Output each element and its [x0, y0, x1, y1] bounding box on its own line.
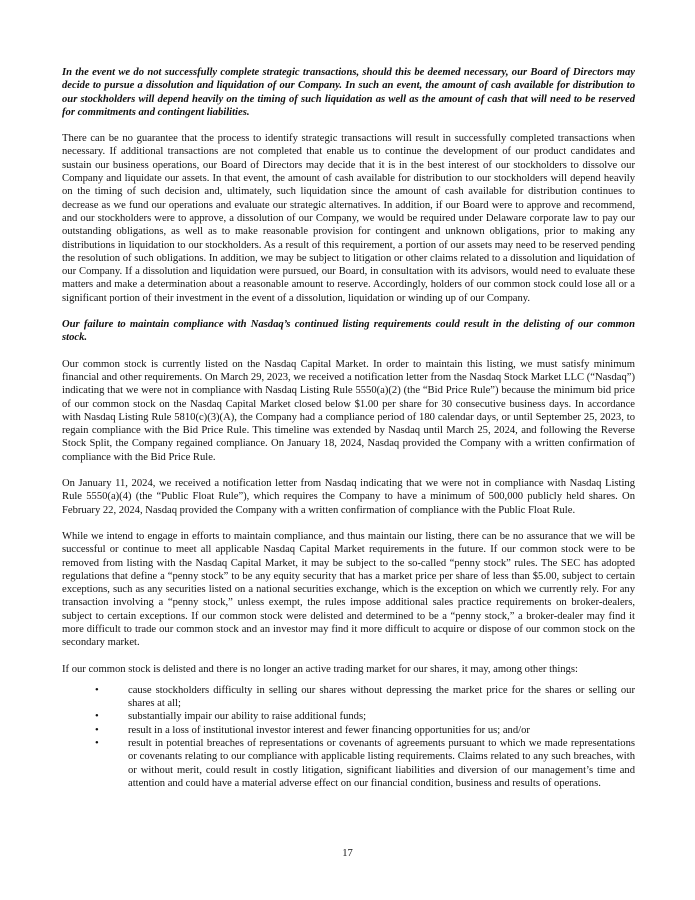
document-page	[62, 66, 635, 790]
paragraph-dissolution: There can be no guarantee that the process to identify strategic transactions will result in successfully completed transactions when necessary. If additional transactions are not completed that enable us to continue the development of our product candidates and sustain our business operations, our Board of Directors may decide that it is in the best interest of our stockholders to dissolve our Company and liquidate our assets. In that event, the amount of cash available for distribution to our stockholders will depend heavily on the timing of such decision and, ultimately, such liquidation since the amount of cash available for distribution continues to decrease as we fund our operations and evaluate our strategic alternatives. In addition, if our Board were to approve and recommend, and our stockholders were to approve, a dissolution of our Company, we would be required under Delaware corporate law to pay our outstanding obligations, as well as to make reasonable provision for contingent and unknown obligations, prior to making any distributions in liquidation to our stockholders. As a result of this requirement, a portion of our assets may need to be reserved pending the resolution of such obligations. In addition, we may be subject to litigation or other claims related to a dissolution and liquidation of our Company. If a dissolution and liquidation were pursued, our Board, in consultation with its advisors, would need to evaluate these matters and make a determination about a reasonable amount to reserve. Accordingly, holders of our common stock could lose all or a significant portion of their investment in the event of a dissolution, liquidation or winding up of our Company.	[62, 133, 635, 304]
paragraph-delisting-intro: If our common stock is delisted and there is no longer an active trading market for our shares, it may, among other things:	[62, 663, 578, 675]
list-item-text: substantially impair our ability to raise additional funds;	[128, 711, 367, 723]
list-item-text: result in potential breaches of representations or covenants of agreements pursuant to which we made representations or covenants relating to our compliance with applicable listing requirements. Claims related to any such breaches, with or without merit, could result in costly litigation, significant liabilities and diversion of our management’s time and attention and could have a material adverse effect on our financial condition, business and results of operations.	[128, 738, 635, 789]
bullet-icon: •	[95, 711, 99, 723]
section-heading-dissolution: In the event we do not successfully complete strategic transactions, should this be deemed necessary, our Board of Directors may decide to pursue a dissolution and liquidation of our Company. In such an event, the amount of cash available for distribution to our stockholders will depend heavily on the timing of such liquidation as well as the amount of cash that will need to be reserved for commitments and contingent liabilities.	[62, 67, 635, 118]
paragraph-public-float: On January 11, 2024, we received a notification letter from Nasdaq indicating that we were not in compliance with Nasdaq Listing Rule 5550(a)(4) (the “Public Float Rule”), which requires the Company to have a minimum of 500,000 publicly held shares. On February 22, 2024, Nasdaq provided the Company with a written confirmation of compliance with the Public Float Rule.	[62, 478, 635, 516]
bullet-icon: •	[95, 724, 99, 736]
bullet-icon: •	[95, 684, 99, 696]
section-heading-nasdaq: Our failure to maintain compliance with Nasdaq’s continued listing requirements could result in the delisting of our common stock.	[62, 319, 635, 344]
page-number: 17	[342, 848, 353, 859]
list-item	[62, 710, 635, 723]
paragraph-bid-price: Our common stock is currently listed on the Nasdaq Capital Market. In order to maintain this listing, we must satisfy minimum financial and other requirements. On March 29, 2023, we received a notification letter from the Nasdaq Stock Market LLC (“Nasdaq”) indicating that we were not in compliance with Nasdaq Listing Rule 5550(a)(2) (the “Bid Price Rule”) because the minimum bid price of our common stock on the Nasdaq Capital Market closed below $1.00 per share for 30 consecutive business days. In accordance with Nasdaq Listing Rule 5810(c)(3)(A), the Company had a compliance period of 180 calendar days, or until September 25, 2023, to regain compliance with the Bid Price Rule. This timeline was extended by Nasdaq until March 25, 2024, and following the Reverse Stock Split, the Company regained compliance. On January 18, 2024, Nasdaq provided the Company with a written confirmation of compliance with the Bid Price Rule.	[62, 358, 635, 463]
list-item-text: result in a loss of institutional investor interest and fewer financing opportunities for us; and/or	[128, 724, 530, 736]
consequences-list	[62, 684, 635, 790]
list-item-text: cause stockholders difficulty in selling our shares without depressing the market price for the shares or selling our shares at all;	[128, 684, 635, 710]
list-item	[62, 684, 635, 711]
list-item	[62, 737, 635, 790]
paragraph-penny-stock: While we intend to engage in efforts to maintain compliance, and thus maintain our listing, there can be no assurance that we will be successful or continue to meet all applicable Nasdaq Capital Market requirements in the future. If our common stock were to be removed from listing with the Nasdaq Capital Market, it may be subject to the so-called “penny stock” rules. The SEC has adopted regulations that define a “penny stock” to be any equity security that has a market price per share of less than $5.00, subject to certain exceptions, such as any securities listed on a national securities exchange, which is the exception on which we currently rely. For any transaction involving a “penny stock,” unless exempt, the rules impose additional sales practice requirements on broker-dealers, subject to certain exceptions. If our common stock were delisted and determined to be a “penny stock,” a broker-dealer may find it more difficult to trade our common stock and an investor may find it more difficult to acquire or dispose of our common stock on the secondary market.	[62, 530, 635, 649]
list-item	[62, 724, 635, 737]
bullet-icon: •	[95, 738, 99, 750]
